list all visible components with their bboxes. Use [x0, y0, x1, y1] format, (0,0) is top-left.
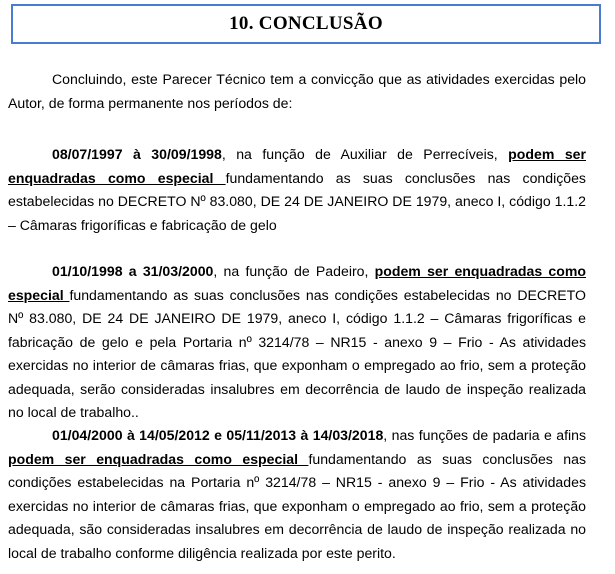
period-dates: 08/07/1997 à 30/09/1998	[52, 146, 222, 162]
period-verdict: podem ser enquadradas como especial	[8, 263, 587, 303]
period-basis: fundamentando as suas conclusões nas condições estabelecidas no DECRETO Nº 83.080, DE 24 DE JANEIRO DE 1979, aneco I, código 1.1.2 – Câmaras frigoríficas e fabricação de gelo e pela Portaria nº 3214/78 – NR15 - anexo 9 – Frio - As atividades exercidas no interior de câmaras frias, que exponham o empregado ao frio, sem a proteção adequada, serão consideradas insalubres em decorrência de laudo de inspeção realizada no local de trabalho..	[8, 286, 586, 420]
period-verdict: podem ser enquadradas como especial	[8, 450, 309, 467]
section-heading: 10. CONCLUSÃO	[229, 13, 383, 34]
period-dates: 01/10/1998 a 31/03/2000	[52, 263, 214, 279]
period-verdict: podem ser enquadradas como especial	[8, 146, 586, 186]
period-basis: fundamentando as suas conclusões nas condições estabelecidas na Portaria nº 3214/78 – NR15 - anexo 9 – Frio - As atividades exercidas no interior de câmaras frias, que exponham o empregado ao frio, sem a proteção adequada, são consideradas insalubres em decorrência de laudo de inspeção realizada no local de trabalho conforme diligência realizada por este perito.	[8, 450, 586, 561]
period-paragraph-1	[8, 143, 586, 237]
period-dates: 01/04/2000 à 14/05/2012 e 05/11/2013 à 14/03/2018	[52, 427, 384, 443]
period-paragraph-3	[8, 424, 586, 565]
period-role: , na função de Padeiro,	[213, 263, 375, 279]
period-paragraph-2	[8, 260, 586, 425]
period-role: , na função de Auxiliar de Perrecíveis,	[221, 146, 509, 162]
intro-text: Concluindo, este Parecer Técnico tem a convicção que as atividades exercidas pelo Autor, de forma permanente nos períodos de:	[8, 71, 586, 111]
period-role: , nas funções de padaria e afins	[383, 427, 586, 443]
period-basis: fundamentando as suas conclusões nas condições estabelecidas no DECRETO Nº 83.080, DE 24 DE JANEIRO DE 1979, aneco I, código 1.1.2 – Câmaras frigoríficas e fabricação de gelo	[8, 169, 586, 233]
section-heading-box	[11, 4, 601, 44]
intro-paragraph	[8, 68, 586, 115]
